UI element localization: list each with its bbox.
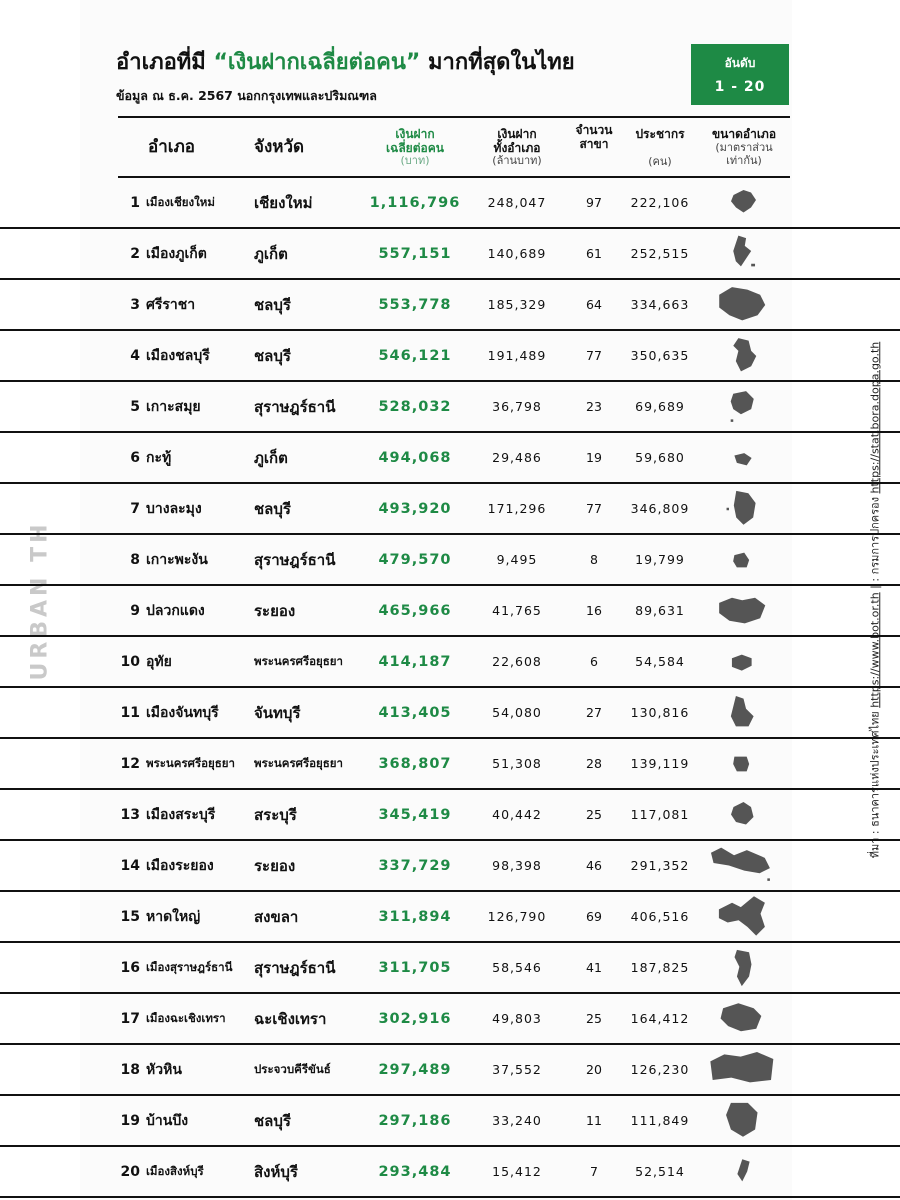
rank-number: 5	[130, 398, 140, 415]
table-row	[0, 229, 900, 280]
avg-deposit-value: 557,151	[378, 245, 452, 262]
population-value: 69,689	[635, 399, 685, 414]
province-name: ชลบุรี	[254, 295, 291, 314]
rank-number: 2	[130, 245, 140, 262]
district-shape-icon	[708, 1147, 778, 1196]
total-deposit-value: 49,803	[492, 1011, 542, 1026]
header-population: ประชากร (คน)	[635, 126, 685, 168]
rank-number: 1	[130, 194, 140, 211]
population-value: 111,849	[630, 1113, 690, 1128]
district-shape-icon	[708, 943, 778, 992]
table-row	[0, 637, 900, 688]
table-row	[0, 790, 900, 841]
branch-count: 69	[586, 909, 602, 924]
avg-deposit-value: 293,484	[378, 1163, 452, 1180]
province-name: เชียงใหม่	[254, 193, 313, 212]
district-shape-icon	[708, 229, 778, 278]
district-shape-icon	[708, 535, 778, 584]
district-shape-icon	[708, 892, 778, 941]
source-mid: | : กรมการปกครอง	[868, 493, 882, 593]
rank-number: 20	[120, 1163, 140, 1180]
province-name: ระยอง	[254, 856, 296, 875]
district-name: เมืองสระบุรี	[146, 806, 216, 823]
rank-number: 7	[130, 500, 140, 517]
district-name: เมืองชลบุรี	[146, 347, 210, 364]
population-value: 222,106	[630, 195, 690, 210]
header-avg-deposit: เงินฝาก เฉลี่ยต่อคน (บาท)	[386, 126, 444, 168]
branch-count: 77	[586, 501, 602, 516]
avg-deposit-value: 553,778	[378, 296, 452, 313]
district-shape-icon	[708, 433, 778, 482]
avg-deposit-value: 479,570	[378, 551, 452, 568]
rank-number: 12	[120, 755, 140, 772]
avg-deposit-value: 528,032	[378, 398, 452, 415]
district-name: เมืองสิงห์บุรี	[146, 1163, 204, 1178]
page-title: อำเภอที่มี “เงินฝากเฉลี่ยต่อคน” มากที่สุดในไทย	[116, 50, 575, 75]
total-deposit-value: 15,412	[492, 1164, 542, 1179]
total-deposit-value: 29,486	[492, 450, 542, 465]
total-deposit-value: 98,398	[492, 858, 542, 873]
branch-count: 46	[586, 858, 602, 873]
district-name: เมืองฉะเชิงเทรา	[146, 1010, 226, 1025]
avg-deposit-value: 493,920	[378, 500, 452, 517]
ranking-table	[0, 178, 900, 1198]
total-deposit-value: 22,608	[492, 654, 542, 669]
branch-count: 23	[586, 399, 602, 414]
total-deposit-value: 191,489	[487, 348, 547, 363]
district-shape-icon	[708, 484, 778, 533]
province-name: ชลบุรี	[254, 346, 291, 365]
branch-count: 97	[586, 195, 602, 210]
total-deposit-value: 51,308	[492, 756, 542, 771]
rank-range-badge: อันดับ 1 - 20	[691, 44, 789, 105]
district-name: เมืองภูเก็ต	[146, 245, 207, 262]
district-name: เมืองเชียงใหม่	[146, 194, 215, 209]
branch-count: 61	[586, 246, 602, 261]
district-shape-icon	[708, 178, 778, 227]
rank-number: 6	[130, 449, 140, 466]
branch-count: 7	[590, 1164, 598, 1179]
province-name: สุราษฎร์ธานี	[254, 958, 336, 977]
district-shape-icon	[708, 688, 778, 737]
avg-deposit-value: 1,116,796	[369, 194, 461, 211]
population-value: 130,816	[630, 705, 690, 720]
population-value: 291,352	[630, 858, 690, 873]
population-value: 139,119	[630, 756, 690, 771]
header-province: จังหวัด	[254, 137, 305, 158]
branch-count: 19	[586, 450, 602, 465]
province-name: ระยอง	[254, 601, 296, 620]
district-name: หาดใหญ่	[146, 908, 201, 925]
avg-deposit-value: 413,405	[378, 704, 452, 721]
district-shape-icon	[708, 994, 778, 1043]
district-shape-icon	[708, 790, 778, 839]
rank-number: 8	[130, 551, 140, 568]
avg-deposit-value: 311,705	[378, 959, 452, 976]
district-name: เมืองสุราษฎร์ธานี	[146, 959, 233, 974]
rank-number: 16	[120, 959, 140, 976]
avg-deposit-value: 465,966	[378, 602, 452, 619]
table-row	[0, 943, 900, 994]
total-deposit-value: 40,442	[492, 807, 542, 822]
table-row	[0, 484, 900, 535]
table-row	[0, 739, 900, 790]
branch-count: 20	[586, 1062, 602, 1077]
district-name: ศรีราชา	[146, 296, 196, 313]
population-value: 350,635	[630, 348, 690, 363]
avg-deposit-value: 311,894	[378, 908, 452, 925]
table-row	[0, 1096, 900, 1147]
total-deposit-value: 9,495	[496, 552, 538, 567]
total-deposit-value: 248,047	[487, 195, 547, 210]
branch-count: 27	[586, 705, 602, 720]
population-value: 406,516	[630, 909, 690, 924]
rank-number: 19	[120, 1112, 140, 1129]
total-deposit-value: 58,546	[492, 960, 542, 975]
rank-number: 18	[120, 1061, 140, 1078]
population-value: 89,631	[635, 603, 685, 618]
avg-deposit-value: 494,068	[378, 449, 452, 466]
population-value: 187,825	[630, 960, 690, 975]
avg-deposit-value: 414,187	[378, 653, 452, 670]
branch-count: 11	[586, 1113, 602, 1128]
population-value: 346,809	[630, 501, 690, 516]
table-row	[0, 535, 900, 586]
population-value: 52,514	[635, 1164, 685, 1179]
province-name: ชลบุรี	[254, 1111, 291, 1130]
district-name: ปลวกแดง	[146, 602, 205, 619]
population-value: 117,081	[630, 807, 690, 822]
total-deposit-value: 126,790	[487, 909, 547, 924]
province-name: ฉะเชิงเทรา	[254, 1009, 327, 1028]
district-name: บ้านบึง	[146, 1112, 189, 1129]
table-row	[0, 1045, 900, 1096]
total-deposit-value: 37,552	[492, 1062, 542, 1077]
district-shape-icon	[708, 331, 778, 380]
table-row	[0, 892, 900, 943]
district-shape-icon	[708, 280, 778, 329]
table-row	[0, 433, 900, 484]
district-shape-icon	[708, 1045, 778, 1094]
rank-number: 10	[120, 653, 140, 670]
population-value: 59,680	[635, 450, 685, 465]
district-name: อุทัย	[146, 653, 172, 670]
page-subtitle: ข้อมูล ณ ธ.ค. 2567 นอกกรุงเทพและปริมณฑล	[116, 88, 377, 103]
header-district: อำเภอ	[148, 137, 195, 158]
total-deposit-value: 41,765	[492, 603, 542, 618]
rank-number: 4	[130, 347, 140, 364]
table-top-rule	[118, 116, 790, 118]
rank-number: 14	[120, 857, 140, 874]
district-shape-icon	[708, 586, 778, 635]
province-name: สุราษฎร์ธานี	[254, 397, 336, 416]
total-deposit-value: 171,296	[487, 501, 547, 516]
rank-number: 17	[120, 1010, 140, 1027]
district-shape-icon	[708, 1096, 778, 1145]
district-shape-icon	[708, 841, 778, 890]
table-row	[0, 1147, 900, 1198]
avg-deposit-value: 302,916	[378, 1010, 452, 1027]
source-prefix: ที่มา : ธนาคารแห่งประเทศไทย	[868, 707, 882, 859]
province-name: พระนครศรีอยุธยา	[254, 755, 344, 770]
district-shape-icon	[708, 382, 778, 431]
avg-deposit-value: 337,729	[378, 857, 452, 874]
total-deposit-value: 36,798	[492, 399, 542, 414]
total-deposit-value: 33,240	[492, 1113, 542, 1128]
source-link-bot[interactable]: https://www.bot.or.th	[868, 592, 882, 708]
province-name: สระบุรี	[254, 805, 297, 824]
province-name: ชลบุรี	[254, 499, 291, 518]
population-value: 164,412	[630, 1011, 690, 1026]
branch-count: 8	[590, 552, 598, 567]
title-highlight: “เงินฝากเฉลี่ยต่อคน”	[213, 50, 421, 75]
branch-count: 6	[590, 654, 598, 669]
district-name: เมืองจันทบุรี	[146, 704, 219, 721]
population-value: 54,584	[635, 654, 685, 669]
rank-number: 11	[120, 704, 140, 721]
rank-number: 3	[130, 296, 140, 313]
province-name: พระนครศรีอยุธยา	[254, 653, 344, 668]
table-row	[0, 178, 900, 229]
table-row	[0, 994, 900, 1045]
population-value: 126,230	[630, 1062, 690, 1077]
rank-number: 15	[120, 908, 140, 925]
branch-count: 77	[586, 348, 602, 363]
district-shape-icon	[708, 637, 778, 686]
avg-deposit-value: 368,807	[378, 755, 452, 772]
branch-count: 25	[586, 807, 602, 822]
province-name: สุราษฎร์ธานี	[254, 550, 336, 569]
total-deposit-value: 185,329	[487, 297, 547, 312]
district-name: หัวหิน	[146, 1061, 182, 1078]
total-deposit-value: 54,080	[492, 705, 542, 720]
header-branches: จำนวน สาขา	[575, 123, 613, 151]
province-name: ภูเก็ต	[254, 448, 288, 467]
avg-deposit-value: 297,489	[378, 1061, 452, 1078]
avg-deposit-value: 297,186	[378, 1112, 452, 1129]
avg-deposit-value: 546,121	[378, 347, 452, 364]
district-name: กะทู้	[146, 449, 172, 466]
population-value: 252,515	[630, 246, 690, 261]
province-name: ภูเก็ต	[254, 244, 288, 263]
rank-number: 13	[120, 806, 140, 823]
province-name: สงขลา	[254, 907, 299, 926]
table-row	[0, 841, 900, 892]
district-name: พระนครศรีอยุธยา	[146, 755, 236, 770]
brand-text: URBAN TH	[27, 519, 53, 681]
source-link-dopa[interactable]: https://stat.bora.dopa.go.th	[868, 341, 882, 494]
branch-count: 25	[586, 1011, 602, 1026]
table-row	[0, 331, 900, 382]
table-row	[0, 382, 900, 433]
population-value: 334,663	[630, 297, 690, 312]
avg-deposit-value: 345,419	[378, 806, 452, 823]
province-name: จันทบุรี	[254, 703, 301, 722]
branch-count: 41	[586, 960, 602, 975]
header-total-deposit: เงินฝาก ทั้งอำเภอ (ล้านบาท)	[492, 126, 542, 168]
branch-count: 16	[586, 603, 602, 618]
province-name: สิงห์บุรี	[254, 1162, 298, 1181]
district-name: เกาะสมุย	[146, 398, 201, 415]
district-name: บางละมุง	[146, 500, 202, 517]
population-value: 19,799	[635, 552, 685, 567]
table-row	[0, 688, 900, 739]
header-district-size: ขนาดอำเภอ (มาตราส่วน เท่ากัน)	[711, 127, 777, 167]
branch-count: 28	[586, 756, 602, 771]
district-shape-icon	[708, 739, 778, 788]
rank-number: 9	[130, 602, 140, 619]
district-name: เมืองระยอง	[146, 857, 214, 874]
branch-count: 64	[586, 297, 602, 312]
table-row	[0, 280, 900, 331]
district-name: เกาะพะงัน	[146, 551, 208, 568]
total-deposit-value: 140,689	[487, 246, 547, 261]
province-name: ประจวบคีรีขันธ์	[254, 1061, 331, 1076]
table-row	[0, 586, 900, 637]
